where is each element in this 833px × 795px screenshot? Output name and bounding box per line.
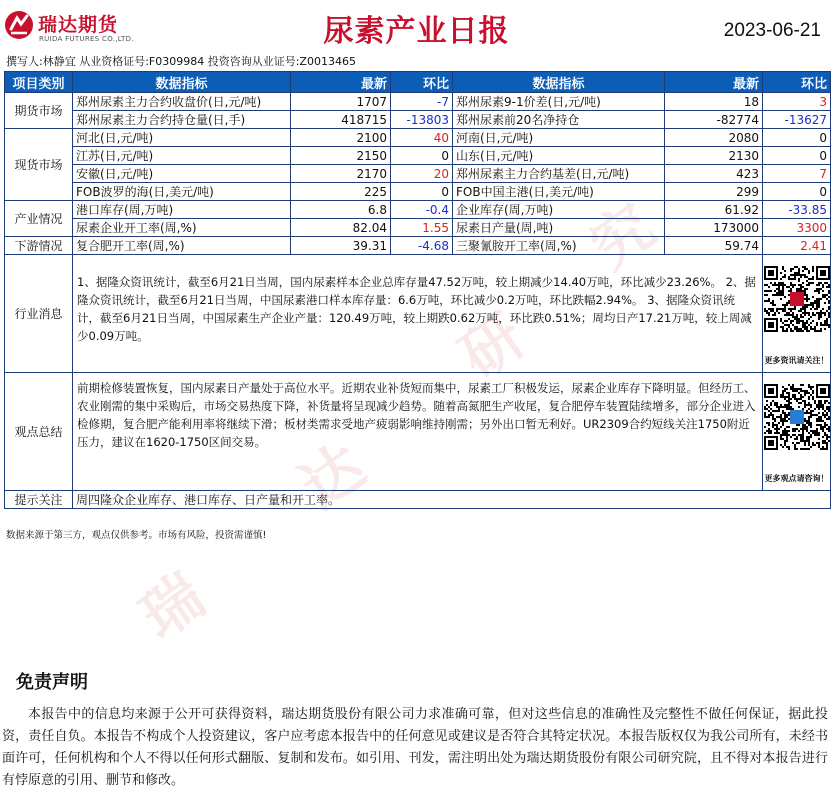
- table-row: [5, 129, 831, 147]
- latest-value: 2150: [291, 147, 391, 165]
- latest-value: 173000: [665, 219, 763, 237]
- table-row: [5, 183, 831, 201]
- change-value: -7: [391, 93, 453, 111]
- table-body: [5, 93, 831, 255]
- author-line: 撰写人:林静宜 从业资格证号:F0309984 投资咨询从业证号:Z0013465: [6, 55, 356, 68]
- qr-cell: [763, 255, 831, 373]
- news-row: [5, 255, 831, 373]
- category-cell: 行业消息: [5, 255, 73, 373]
- table-row: [5, 201, 831, 219]
- qr-caption: 更多观点请咨询！: [764, 473, 829, 483]
- category-cell: 提示关注: [5, 491, 73, 509]
- latest-value: 2170: [291, 165, 391, 183]
- col-header-latest: 最新: [665, 72, 763, 93]
- change-value: -33.85: [763, 201, 831, 219]
- indicator-name: 江苏(日,元/吨): [73, 147, 291, 165]
- change-value: 1.55: [391, 219, 453, 237]
- indicator-name: 河南(日,元/吨): [453, 129, 665, 147]
- indicator-name: 郑州尿素主力合约基差(日,元/吨): [453, 165, 665, 183]
- col-header-category: 项目类别: [5, 72, 73, 93]
- change-value: -13803: [391, 111, 453, 129]
- indicator-name: 安徽(日,元/吨): [73, 165, 291, 183]
- latest-value: 2080: [665, 129, 763, 147]
- tip-text: 周四隆众企业库存、港口库存、日产量和开工率。: [73, 491, 831, 509]
- category-cell: 现货市场: [5, 129, 73, 201]
- indicator-name: 复合肥开工率(周,%): [73, 237, 291, 255]
- risk-note: 数据来源于第三方，观点仅供参考。市场有风险，投资需谨慎!: [6, 530, 267, 541]
- col-header-change: 环比: [391, 72, 453, 93]
- change-value: 40: [391, 129, 453, 147]
- table-row: [5, 237, 831, 255]
- indicator-name: FOB波罗的海(日,美元/吨): [73, 183, 291, 201]
- company-name-en: RUIDA FUTURES CO.,LTD.: [39, 35, 134, 43]
- indicator-name: 企业库存(周,万吨): [453, 201, 665, 219]
- qr-cell: [763, 373, 831, 491]
- table-row: [5, 147, 831, 165]
- table-row: [5, 93, 831, 111]
- qr-code-icon: [764, 384, 830, 468]
- change-value: 20: [391, 165, 453, 183]
- latest-value: 299: [665, 183, 763, 201]
- news-text: 1、据隆众资讯统计，截至6月21日当周，国内尿素样本企业总库存量47.52万吨，较上期减少14.40万吨，环比减少23.26%。 2、据隆众资讯统计，截至6月21日当周，中国尿素港口样本库存量：6.6万吨，环比减少0.2万吨，环比跌幅2.94%。 3、据隆众资讯统计，截至6月21日当周，中国尿素生产企业产量：120.49万吨，较上期跌0.62万吨，环比跌0.51%；周均日产17.21万吨，较上周减少0.09万吨。: [73, 255, 763, 373]
- category-cell: 观点总结: [5, 373, 73, 491]
- view-row: [5, 373, 831, 491]
- indicator-name: 郑州尿素9-1价差(日,元/吨): [453, 93, 665, 111]
- latest-value: 39.31: [291, 237, 391, 255]
- watermark-char: 达: [288, 431, 378, 523]
- table-row: [5, 219, 831, 237]
- indicator-name: 港口库存(周,万吨): [73, 201, 291, 219]
- table-header-row: [5, 72, 831, 93]
- col-header-indicator: 数据指标: [453, 72, 665, 93]
- disclaimer-text: 本报告中的信息均来源于公开可获得资料，瑞达期货股份有限公司力求准确可靠，但对这些信息的准确性及完整性不做任何保证，据此投资，责任自负。本报告不构成个人投资建议，客户应考虑本报告中的任何意见或建议是否符合其特定状况。本报告版权仅为我公司所有，未经书面许可，任何机构和个人不得以任何形式翻版、复制和发布。如引用、刊发，需注明出处为瑞达期货股份有限公司研究院，且不得对本报告进行有悖原意的引用、删节和修改。: [2, 707, 828, 788]
- col-header-change: 环比: [763, 72, 831, 93]
- indicator-name: 尿素企业开工率(周,%): [73, 219, 291, 237]
- indicator-name: 尿素日产量(周,吨): [453, 219, 665, 237]
- indicator-name: FOB中国主港(日,美元/吨): [453, 183, 665, 201]
- change-value: 0: [763, 183, 831, 201]
- change-value: -4.68: [391, 237, 453, 255]
- category-cell: 期货市场: [5, 93, 73, 129]
- latest-value: 225: [291, 183, 391, 201]
- report-header: [0, 0, 833, 52]
- category-cell: 下游情况: [5, 237, 73, 255]
- latest-value: 423: [665, 165, 763, 183]
- change-value: -0.4: [391, 201, 453, 219]
- latest-value: 82.04: [291, 219, 391, 237]
- tip-row: [5, 491, 831, 509]
- change-value: 0: [391, 147, 453, 165]
- indicator-name: 郑州尿素主力合约收盘价(日,元/吨): [73, 93, 291, 111]
- change-value: 0: [391, 183, 453, 201]
- col-header-latest: 最新: [291, 72, 391, 93]
- qr-caption: 更多资讯请关注！: [764, 355, 829, 365]
- indicator-name: 三聚氰胺开工率(周,%): [453, 237, 665, 255]
- latest-value: -82774: [665, 111, 763, 129]
- change-value: 0: [763, 129, 831, 147]
- latest-value: 61.92: [665, 201, 763, 219]
- view-text: 前期检修装置恢复，国内尿素日产量处于高位水平。近期农业补货短而集中，尿素工厂积极发运，尿素企业库存下降明显。但经历工、农业刚需的集中采购后，市场交易热度下降，补货量将呈现减少趋势。随着高氮肥生产收尾，复合肥停车装置陆续增多，部分企业进入检修期，复合肥产能利用率将继续下滑；板材类需求受地产疲弱影响维持刚需；另外出口暂无利好。UR2309合约短线关注1750附近压力，建议在1620-1750区间交易。: [73, 373, 763, 491]
- change-value: 3300: [763, 219, 831, 237]
- latest-value: 1707: [291, 93, 391, 111]
- watermark-char: 瑞: [128, 561, 218, 653]
- category-cell: 产业情况: [5, 201, 73, 237]
- indicator-name: 郑州尿素主力合约持仓量(日,手): [73, 111, 291, 129]
- qr-code-icon: [764, 266, 830, 350]
- disclaimer-title: 免责声明: [16, 672, 88, 693]
- indicator-name: 郑州尿素前20名净持仓: [453, 111, 665, 129]
- watermark-char: 究: [578, 191, 668, 283]
- table-row: [5, 165, 831, 183]
- change-value: -13627: [763, 111, 831, 129]
- latest-value: 59.74: [665, 237, 763, 255]
- indicator-name: 河北(日,元/吨): [73, 129, 291, 147]
- data-table: [4, 71, 831, 509]
- col-header-indicator: 数据指标: [73, 72, 291, 93]
- change-value: 7: [763, 165, 831, 183]
- change-value: 0: [763, 147, 831, 165]
- company-name-cn: 瑞达期货: [38, 14, 119, 36]
- report-date: 2023-06-21: [723, 20, 821, 41]
- watermark-char: 研: [448, 301, 538, 393]
- latest-value: 2100: [291, 129, 391, 147]
- latest-value: 2130: [665, 147, 763, 165]
- table-row: [5, 111, 831, 129]
- latest-value: 6.8: [291, 201, 391, 219]
- change-value: 3: [763, 93, 831, 111]
- report-title: 尿素产业日报: [323, 14, 510, 49]
- latest-value: 18: [665, 93, 763, 111]
- change-value: 2.41: [763, 237, 831, 255]
- indicator-name: 山东(日,元/吨): [453, 147, 665, 165]
- latest-value: 418715: [291, 111, 391, 129]
